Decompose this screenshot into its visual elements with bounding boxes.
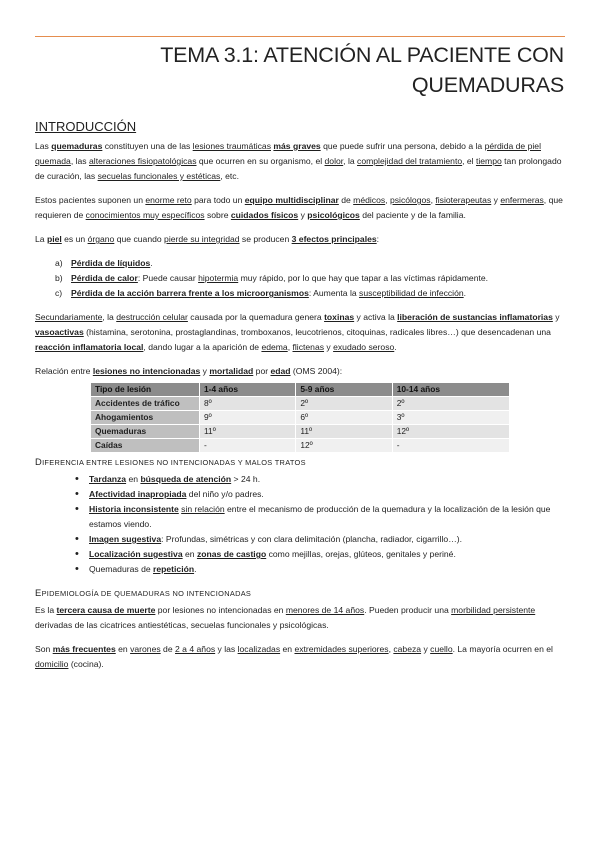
mortality-paragraph: Relación entre lesiones no intencionadas y mortalidad por edad (OMS 2004): (35, 366, 343, 376)
table-cell: - (200, 439, 296, 453)
list-item: • Historia inconsistente sin relación entre el mecanismo de producción de la quemadura y la localización de la lesión que estamos viendo. (75, 502, 565, 532)
differences-heading: DIFERENCIA ENTRE LESIONES NO INTENCIONADAS Y MALOS TRATOS (35, 456, 306, 467)
row-label: Quemaduras (91, 425, 200, 439)
table-cell: 2º (296, 397, 392, 411)
title-line-2: QUEMADURAS (411, 73, 564, 97)
table-row (91, 411, 510, 425)
differences-list (35, 472, 565, 577)
intro-heading: INTRODUCCIÓN (35, 119, 137, 134)
row-label: Caídas (91, 439, 200, 453)
table-cell: 8º (200, 397, 296, 411)
table-row (91, 425, 510, 439)
document-body (35, 118, 565, 681)
table-header: 5-9 años (296, 383, 392, 397)
intro-paragraph-1: Las quemaduras constituyen una de las lesiones traumáticas más graves que puede sufrir una persona, debido a la pérdida de piel quemada, las alteraciones fisiopatológicas que ocurren en su organismo, el dolor, la complejidad del tratamiento, el tiempo tan prolongado de curación, las secuelas funcionales y estéticas, etc. (35, 141, 562, 181)
table-cell: 6º (296, 411, 392, 425)
title-line-1: TEMA 3.1: ATENCIÓN AL PACIENTE CON (160, 43, 564, 67)
skin-paragraph: La piel es un órgano que cuando pierde su integridad se producen 3 efectos principales: (35, 234, 380, 244)
effect-item: a) Pérdida de líquidos. (55, 258, 153, 268)
header-rule (35, 36, 565, 37)
secondary-effects-paragraph: Secundariamente, la destrucción celular causada por la quemadura genera toxinas y activa la liberación de sustancias inflamatorias y vasoactivas (histamina, serotonina, prostaglandinas, tromboxanos, leucotrienos, citoquinas, radicales libres…) que desencadenan una reacción inflamatoria local, dando lugar a la aparición de edema, flictenas y exudado seroso. (35, 312, 560, 352)
table-cell: 3º (392, 411, 509, 425)
table-row (91, 397, 510, 411)
effect-item: b) Pérdida de calor: Puede causar hipotermia muy rápido, por lo que hay que tapar a las víctimas rápidamente. (55, 273, 489, 283)
table-cell: - (392, 439, 509, 453)
epidemiology-paragraph-1: Es la tercera causa de muerte por lesiones no intencionadas en menores de 14 años. Pueden producir una morbilidad persistente derivadas de las cicatrices antiestéticas, secuelas funcionales y psicológicas. (35, 605, 536, 630)
table-header: Tipo de lesión (91, 383, 200, 397)
table-cell: 2º (392, 397, 509, 411)
table-cell: 11º (200, 425, 296, 439)
table-cell: 12º (296, 439, 392, 453)
effects-list (35, 256, 565, 301)
list-item: • Localización sugestiva en zonas de castigo como mejillas, orejas, glúteos, genitales y periné. (75, 547, 565, 562)
epidemiology-paragraph-2: Son más frecuentes en varones de 2 a 4 años y las localizadas en extremidades superiores, cabeza y cuello. La mayoría ocurren en el domicilio (cocina). (35, 644, 553, 669)
injury-table (90, 382, 510, 453)
list-item: • Quemaduras de repetición. (75, 562, 565, 577)
intro-paragraph-2: Estos pacientes suponen un enorme reto para todo un equipo multidisciplinar de médicos, psicólogos, fisioterapeutas y enfermeras, que requieren de conocimientos muy específicos sobre cuidados físicos y psicológicos del paciente y de la familia. (35, 195, 563, 220)
table-row (91, 439, 510, 453)
list-item: • Imagen sugestiva: Profundas, simétricas y con clara delimitación (plancha, radiador, cigarrillo…). (75, 532, 565, 547)
table-cell: 11º (296, 425, 392, 439)
list-item: • Tardanza en búsqueda de atención > 24 h. (75, 472, 565, 487)
effect-item: c) Pérdida de la acción barrera frente a los microorganismos: Aumenta la susceptibilidad de infección. (55, 288, 467, 298)
table-cell: 9º (200, 411, 296, 425)
table-header: 1-4 años (200, 383, 296, 397)
list-item: • Afectividad inapropiada del niño y/o padres. (75, 487, 565, 502)
epidemiology-heading: EPIDEMIOLOGÍA DE QUEMADURAS NO INTENCIONADAS (35, 587, 252, 598)
table-header-row (91, 383, 510, 397)
page-title (44, 40, 564, 100)
table-header: 10-14 años (392, 383, 509, 397)
row-label: Accidentes de tráfico (91, 397, 200, 411)
table-cell: 12º (392, 425, 509, 439)
row-label: Ahogamientos (91, 411, 200, 425)
